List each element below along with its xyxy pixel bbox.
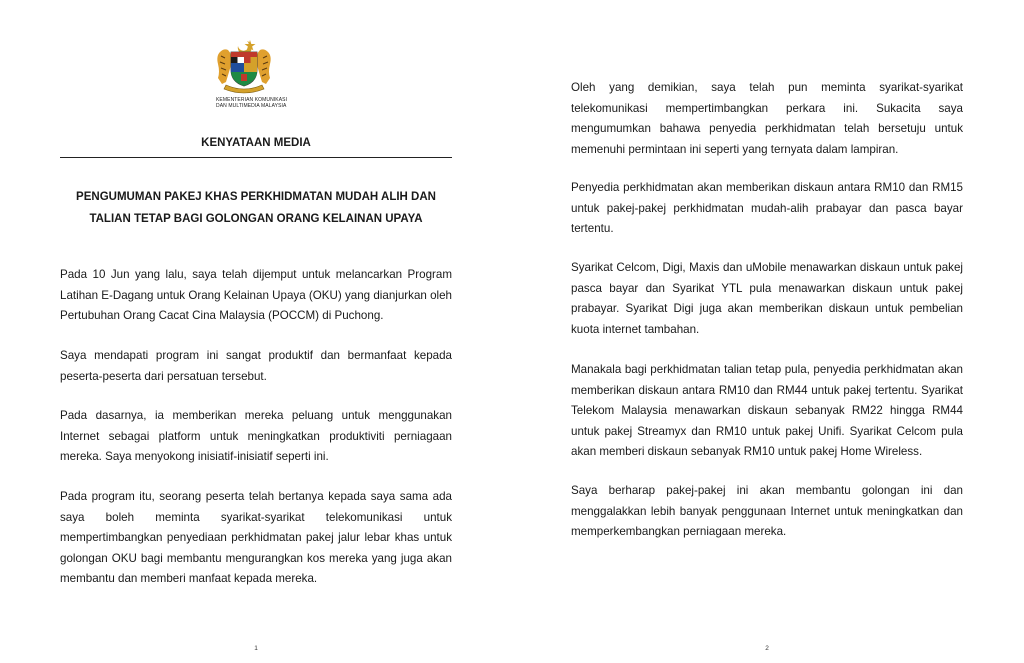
document-title: KENYATAAN MEDIA xyxy=(201,137,311,149)
paragraph: Syarikat Celcom, Digi, Maxis dan uMobile menawarkan diskaun untuk pakej pasca bayar dan Syarikat YTL pula menawarkan diskaun untuk pakej prabayar. Syarikat Digi juga akan memberikan diskaun untuk pembelian kuota internet tambahan. xyxy=(571,261,963,336)
page-number: 1 xyxy=(254,645,258,652)
ministry-name-line2: DAN MULTIMEDIA MALAYSIA xyxy=(216,103,287,109)
paragraph: Pada dasarnya, ia memberikan mereka peluang untuk menggunakan Internet sebagai platform untuk meningkatkan produktiviti perniagaan mereka. Saya menyokong inisiatif-inisiatif seperti ini. xyxy=(60,409,452,463)
page-number: 2 xyxy=(765,645,769,652)
paragraph: Penyedia perkhidmatan akan memberikan diskaun antara RM10 dan RM15 untuk pakej-pakej perkhidmatan mudah-alih prabayar dan pasca bayar tertentu. xyxy=(571,181,963,235)
malaysia-coat-of-arms-icon xyxy=(212,38,276,94)
ministry-name xyxy=(216,97,336,109)
paragraph: Saya berharap pakej-pakej ini akan membantu golongan ini dan menggalakkan lebih banyak penggunaan Internet untuk meningkatkan dan memperkembangkan perniagaan mereka. xyxy=(571,484,963,538)
page-2 xyxy=(512,0,1024,663)
headline xyxy=(60,186,452,230)
ministry-name-line1: KEMENTERIAN KOMUNIKASI xyxy=(216,97,288,103)
headline-line2: TALIAN TETAP BAGI GOLONGAN ORANG KELAINAN UPAYA xyxy=(89,213,423,225)
paragraph: Pada 10 Jun yang lalu, saya telah dijemput untuk melancarkan Program Latihan E-Dagang untuk Orang Kelainan Upaya (OKU) yang dianjurkan oleh Pertubuhan Orang Cacat Cina Malaysia (POCCM) di Puchong. xyxy=(60,268,452,322)
paragraph: Oleh yang demikian, saya telah pun meminta syarikat-syarikat telekomunikasi mempertimbangkan perkara ini. Sukacita saya mengumumkan bahawa penyedia perkhidmatan telah bersetuju untuk memenuhi permintaan ini seperti yang ternyata dalam lampiran. xyxy=(571,81,963,156)
paragraph: Saya mendapati program ini sangat produktif dan bermanfaat kepada peserta-peserta dari persatuan tersebut. xyxy=(60,349,452,383)
paragraph: Pada program itu, seorang peserta telah bertanya kepada saya sama ada saya boleh meminta syarikat-syarikat telekomunikasi untuk mempertimbangkan penyediaan perkhidmatan pakej jalur lebar khas untuk golongan OKU bagi membantu mengurangkan kos mereka yang juga akan membantu dan memberi manfaat kepada mereka. xyxy=(60,490,452,585)
title-divider xyxy=(60,157,452,158)
paragraph: Manakala bagi perkhidmatan talian tetap pula, penyedia perkhidmatan akan memberikan diskaun antara RM10 dan RM44 untuk pakej tertentu. Syarikat Telekom Malaysia menawarkan diskaun sebanyak RM22 hingga RM44 untuk pakej Streamyx dan RM10 untuk pakej Unifi. Syarikat Celcom pula akan memberi diskaun sebanyak RM10 untuk pakej Home Wireless. xyxy=(571,363,963,458)
headline-line1: PENGUMUMAN PAKEJ KHAS PERKHIDMATAN MUDAH ALIH DAN xyxy=(76,191,436,203)
